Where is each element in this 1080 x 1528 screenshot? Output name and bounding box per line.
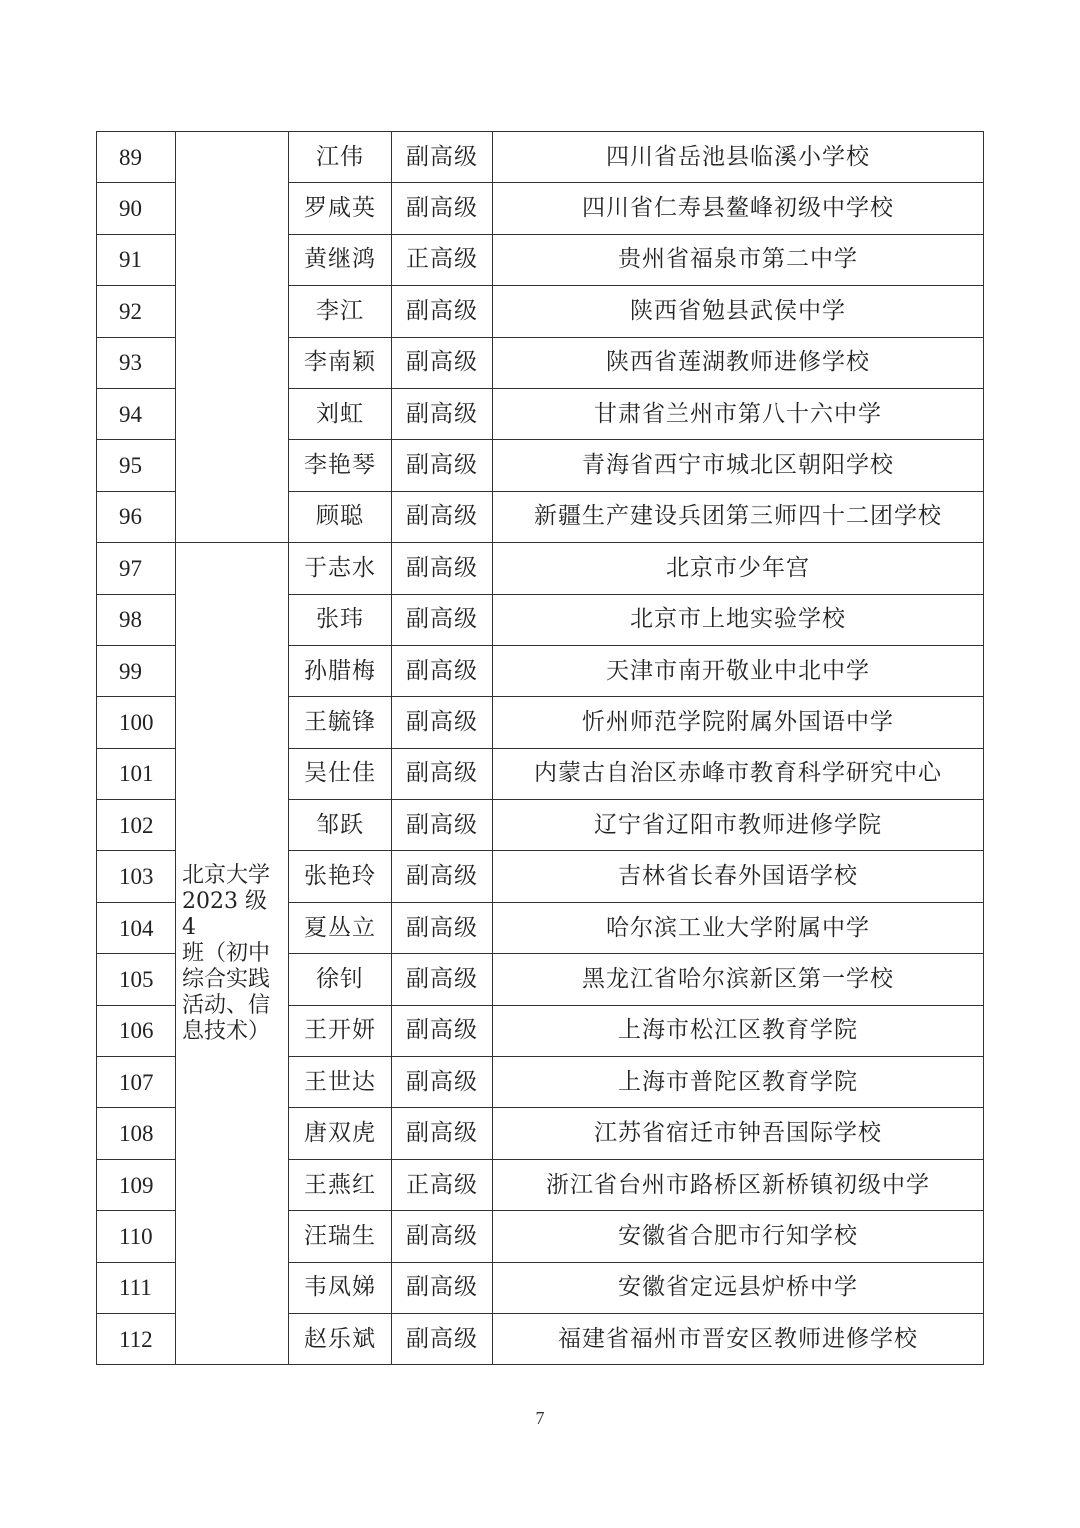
teacher-name: 李南颖: [289, 337, 392, 388]
title-rank: 副高级: [392, 1262, 493, 1313]
school-name: 忻州师范学院附属外国语中学: [493, 697, 984, 748]
teacher-name: 江伟: [289, 132, 392, 183]
roster-table: [96, 131, 984, 1365]
row-number: 112: [97, 1313, 176, 1364]
row-number: 90: [97, 183, 176, 234]
row-number: 101: [97, 748, 176, 799]
class-group-cell: [176, 132, 289, 543]
teacher-name: 王毓锋: [289, 697, 392, 748]
title-rank: 副高级: [392, 697, 493, 748]
title-rank: 副高级: [392, 440, 493, 491]
row-number: 95: [97, 440, 176, 491]
school-name: 内蒙古自治区赤峰市教育科学研究中心: [493, 748, 984, 799]
teacher-name: 刘虹: [289, 388, 392, 439]
school-name: 新疆生产建设兵团第三师四十二团学校: [493, 491, 984, 542]
title-rank: 副高级: [392, 748, 493, 799]
school-name: 四川省岳池县临溪小学校: [493, 132, 984, 183]
row-number: 107: [97, 1057, 176, 1108]
title-rank: 副高级: [392, 543, 493, 594]
row-number: 92: [97, 286, 176, 337]
school-name: 甘肃省兰州市第八十六中学: [493, 388, 984, 439]
row-number: 103: [97, 851, 176, 902]
school-name: 哈尔滨工业大学附属中学: [493, 902, 984, 953]
teacher-name: 孙腊梅: [289, 645, 392, 696]
title-rank: 副高级: [392, 1005, 493, 1056]
title-rank: 副高级: [392, 594, 493, 645]
title-rank: 副高级: [392, 388, 493, 439]
row-number: 98: [97, 594, 176, 645]
title-rank: 副高级: [392, 851, 493, 902]
title-rank: 正高级: [392, 1159, 493, 1210]
teacher-name: 张玮: [289, 594, 392, 645]
title-rank: 副高级: [392, 337, 493, 388]
school-name: 上海市松江区教育学院: [493, 1005, 984, 1056]
school-name: 上海市普陀区教育学院: [493, 1057, 984, 1108]
teacher-name: 汪瑞生: [289, 1211, 392, 1262]
teacher-name: 黄继鸿: [289, 234, 392, 285]
teacher-name: 赵乐斌: [289, 1313, 392, 1364]
school-name: 安徽省合肥市行知学校: [493, 1211, 984, 1262]
row-number: 106: [97, 1005, 176, 1056]
title-rank: 副高级: [392, 954, 493, 1005]
table-row: [97, 132, 984, 183]
teacher-name: 邹跃: [289, 800, 392, 851]
teacher-name: 王燕红: [289, 1159, 392, 1210]
row-number: 108: [97, 1108, 176, 1159]
title-rank: 副高级: [392, 902, 493, 953]
row-number: 100: [97, 697, 176, 748]
school-name: 贵州省福泉市第二中学: [493, 234, 984, 285]
row-number: 110: [97, 1211, 176, 1262]
school-name: 黑龙江省哈尔滨新区第一学校: [493, 954, 984, 1005]
teacher-name: 李江: [289, 286, 392, 337]
title-rank: 副高级: [392, 1108, 493, 1159]
school-name: 北京市少年宫: [493, 543, 984, 594]
title-rank: 副高级: [392, 645, 493, 696]
teacher-name: 于志水: [289, 543, 392, 594]
school-name: 四川省仁寿县鳌峰初级中学校: [493, 183, 984, 234]
school-name: 天津市南开敬业中北中学: [493, 645, 984, 696]
row-number: 91: [97, 234, 176, 285]
title-rank: 副高级: [392, 491, 493, 542]
school-name: 陕西省勉县武侯中学: [493, 286, 984, 337]
row-number: 102: [97, 800, 176, 851]
title-rank: 副高级: [392, 800, 493, 851]
row-number: 93: [97, 337, 176, 388]
title-rank: 副高级: [392, 286, 493, 337]
teacher-name: 夏丛立: [289, 902, 392, 953]
title-rank: 副高级: [392, 132, 493, 183]
table-row: [97, 543, 984, 594]
title-rank: 副高级: [392, 1313, 493, 1364]
row-number: 104: [97, 902, 176, 953]
teacher-name: 王开妍: [289, 1005, 392, 1056]
title-rank: 副高级: [392, 1057, 493, 1108]
row-number: 109: [97, 1159, 176, 1210]
row-number: 105: [97, 954, 176, 1005]
roster-table-body: [97, 132, 984, 1365]
teacher-name: 罗咸英: [289, 183, 392, 234]
teacher-name: 顾聪: [289, 491, 392, 542]
class-group-cell: 北京大学 2023 级 4 班（初中 综合实践 活动、信 息技术）: [176, 543, 289, 1365]
title-rank: 副高级: [392, 1211, 493, 1262]
row-number: 99: [97, 645, 176, 696]
school-name: 青海省西宁市城北区朝阳学校: [493, 440, 984, 491]
teacher-name: 韦凤娣: [289, 1262, 392, 1313]
school-name: 北京市上地实验学校: [493, 594, 984, 645]
teacher-name: 李艳琴: [289, 440, 392, 491]
school-name: 福建省福州市晋安区教师进修学校: [493, 1313, 984, 1364]
school-name: 陕西省莲湖教师进修学校: [493, 337, 984, 388]
teacher-name: 张艳玲: [289, 851, 392, 902]
school-name: 辽宁省辽阳市教师进修学院: [493, 800, 984, 851]
school-name: 浙江省台州市路桥区新桥镇初级中学: [493, 1159, 984, 1210]
school-name: 吉林省长春外国语学校: [493, 851, 984, 902]
row-number: 96: [97, 491, 176, 542]
teacher-name: 吴仕佳: [289, 748, 392, 799]
row-number: 89: [97, 132, 176, 183]
teacher-name: 唐双虎: [289, 1108, 392, 1159]
school-name: 安徽省定远县炉桥中学: [493, 1262, 984, 1313]
title-rank: 副高级: [392, 183, 493, 234]
page-number: 7: [535, 1408, 545, 1428]
row-number: 97: [97, 543, 176, 594]
row-number: 94: [97, 388, 176, 439]
school-name: 江苏省宿迁市钟吾国际学校: [493, 1108, 984, 1159]
title-rank: 正高级: [392, 234, 493, 285]
row-number: 111: [97, 1262, 176, 1313]
teacher-name: 徐钊: [289, 954, 392, 1005]
teacher-name: 王世达: [289, 1057, 392, 1108]
